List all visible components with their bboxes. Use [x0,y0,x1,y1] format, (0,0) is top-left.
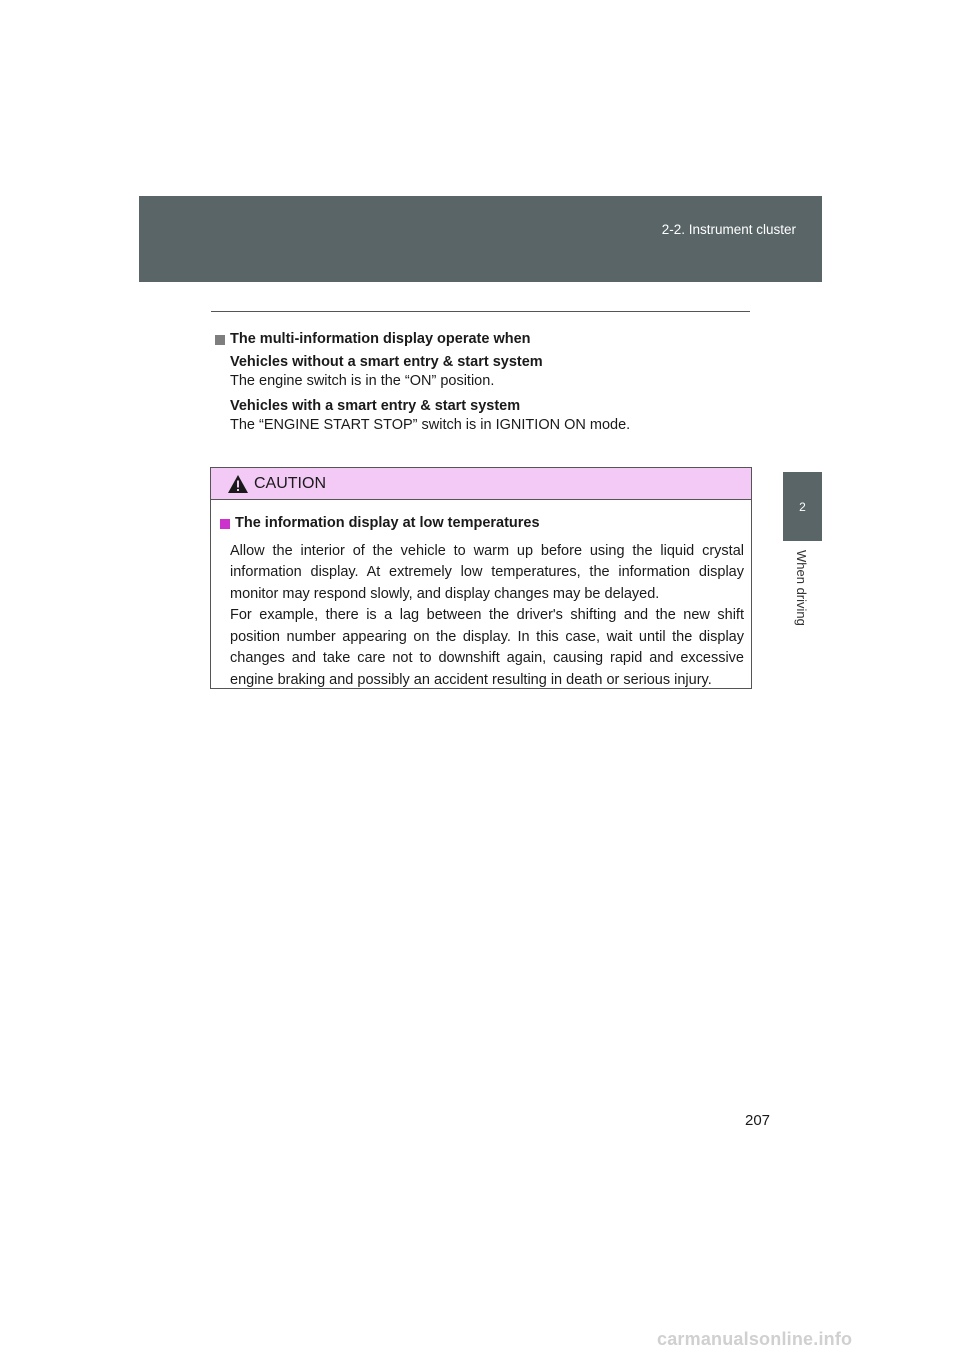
chapter-tab [783,472,822,541]
bullet-square-icon [220,519,230,529]
caution-paragraph: For example, there is a lag between the driver's shifting and the new shift position number appearing on the display. In this case, wait until the display changes and take care not to downshift again, causing rapid and excessive engine braking and possibly an accident resulting in death or serious injury. [230,607,744,688]
condition-title: Vehicles with a smart entry & start system [230,398,521,414]
chapter-label: When driving [794,550,809,626]
condition-item [215,397,750,435]
caution-text [220,541,744,692]
condition-text: The engine switch is in the “ON” position. [230,373,495,389]
header-bar [139,196,822,282]
caution-body [211,500,751,691]
section-heading: The multi-information display operate when [230,331,531,347]
condition-title: Vehicles without a smart entry & start system [230,354,543,370]
section-title: 2-2. Instrument cluster [661,222,796,237]
caution-paragraph: Allow the interior of the vehicle to warm up before using the liquid crystal information display. At extremely low temperatures, the information display monitor may respond slowly, and display changes may be delayed. [230,542,744,602]
section-divider [211,311,750,312]
caution-box [210,467,752,689]
caution-header [211,468,751,500]
caution-heading: The information display at low temperatures [235,515,540,531]
info-section [215,330,750,435]
condition-item [215,353,750,391]
page-number: 207 [745,1112,771,1129]
chapter-number: 2 [799,500,806,514]
condition-text: The “ENGINE START STOP” switch is in IGNITION ON mode. [230,417,631,433]
caution-heading-row [220,513,744,535]
watermark: carmanualsonline.info [657,1329,853,1349]
caution-label: CAUTION [254,475,326,492]
section-heading-row [215,330,750,349]
warning-icon [227,474,249,494]
bullet-square-icon [215,335,225,345]
